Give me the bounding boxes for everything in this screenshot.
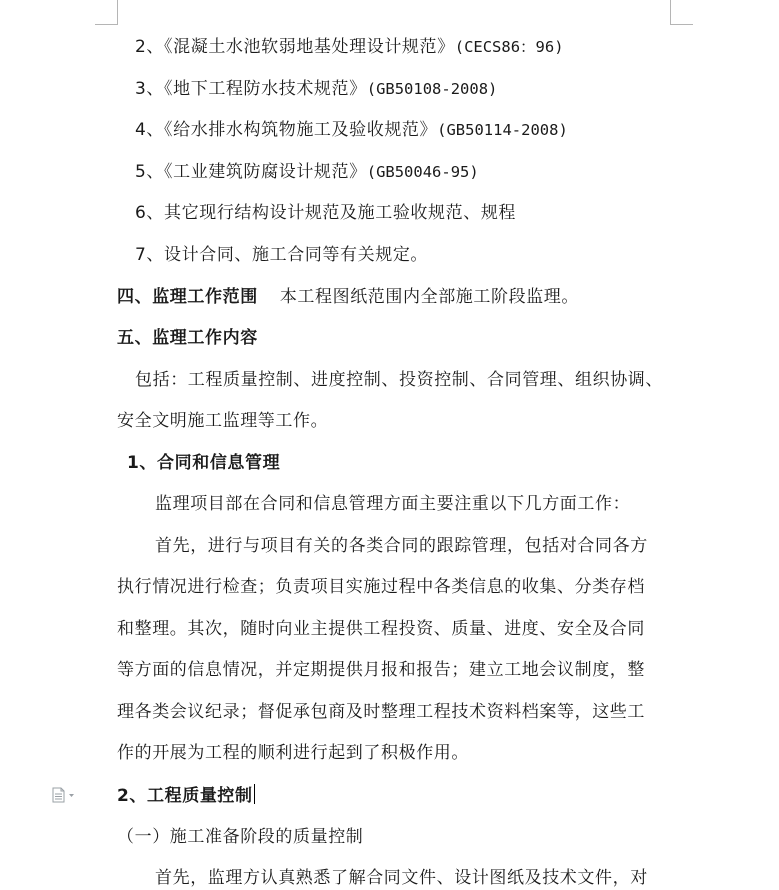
paragraph-line: 和整理。其次，随时向业主提供工程投资、质量、进度、安全及合同 [117, 619, 645, 639]
list-item: 4、《给水排水构筑物施工及验收规范》(GB50114-2008) [135, 120, 568, 140]
subsection-2-heading: 2、工程质量控制 [117, 784, 255, 808]
text-cursor [254, 784, 256, 804]
page-corner-mark-left [95, 0, 118, 25]
paragraph-line: 监理项目部在合同和信息管理方面主要注重以下几方面工作： [155, 494, 631, 514]
paragraph-line: 理各类会议纪录；督促承包商及时整理工程技术资料档案等，这些工 [117, 702, 645, 722]
list-item: 2、《混凝土水池软弱地基处理设计规范》(CECS86：96) [135, 37, 564, 57]
section-4-line [117, 285, 579, 309]
paragraph-line: 等方面的信息情况，并定期提供月报和报告；建立工地会议制度，整 [117, 660, 645, 680]
page-corner-mark-right [670, 0, 693, 25]
paragraph-line: 包括：工程质量控制、进度控制、投资控制、合同管理、组织协调、 [135, 370, 663, 390]
paragraph-options-icon[interactable] [50, 786, 78, 804]
paragraph-line: 作的开展为工程的顺利进行起到了积极作用。 [117, 743, 469, 763]
subsection-1-heading: 1、合同和信息管理 [127, 453, 281, 473]
list-item: 7、设计合同、施工合同等有关规定。 [135, 245, 429, 265]
paragraph-line: 执行情况进行检查；负责项目实施过程中各类信息的收集、分类存档 [117, 577, 645, 597]
list-item: 3、《地下工程防水技术规范》(GB50108-2008) [135, 79, 498, 99]
list-item: 6、其它现行结构设计规范及施工验收规范、规程 [135, 203, 517, 223]
section-4-heading: 四、监理工作范围 [117, 287, 258, 307]
paragraph-line: 首先，进行与项目有关的各类合同的跟踪管理，包括对合同各方 [155, 536, 648, 556]
section-4-text: 本工程图纸范围内全部施工阶段监理。 [279, 287, 580, 307]
paragraph-line: 安全文明施工监理等工作。 [117, 411, 329, 431]
subsection-2-subheading: （一）施工准备阶段的质量控制 [117, 827, 364, 847]
paragraph-line: 首先，监理方认真熟悉了解合同文件、设计图纸及技术文件，对 [155, 868, 648, 888]
section-5-heading: 五、监理工作内容 [117, 328, 258, 348]
list-item: 5、《工业建筑防腐设计规范》(GB50046-95) [135, 162, 479, 182]
